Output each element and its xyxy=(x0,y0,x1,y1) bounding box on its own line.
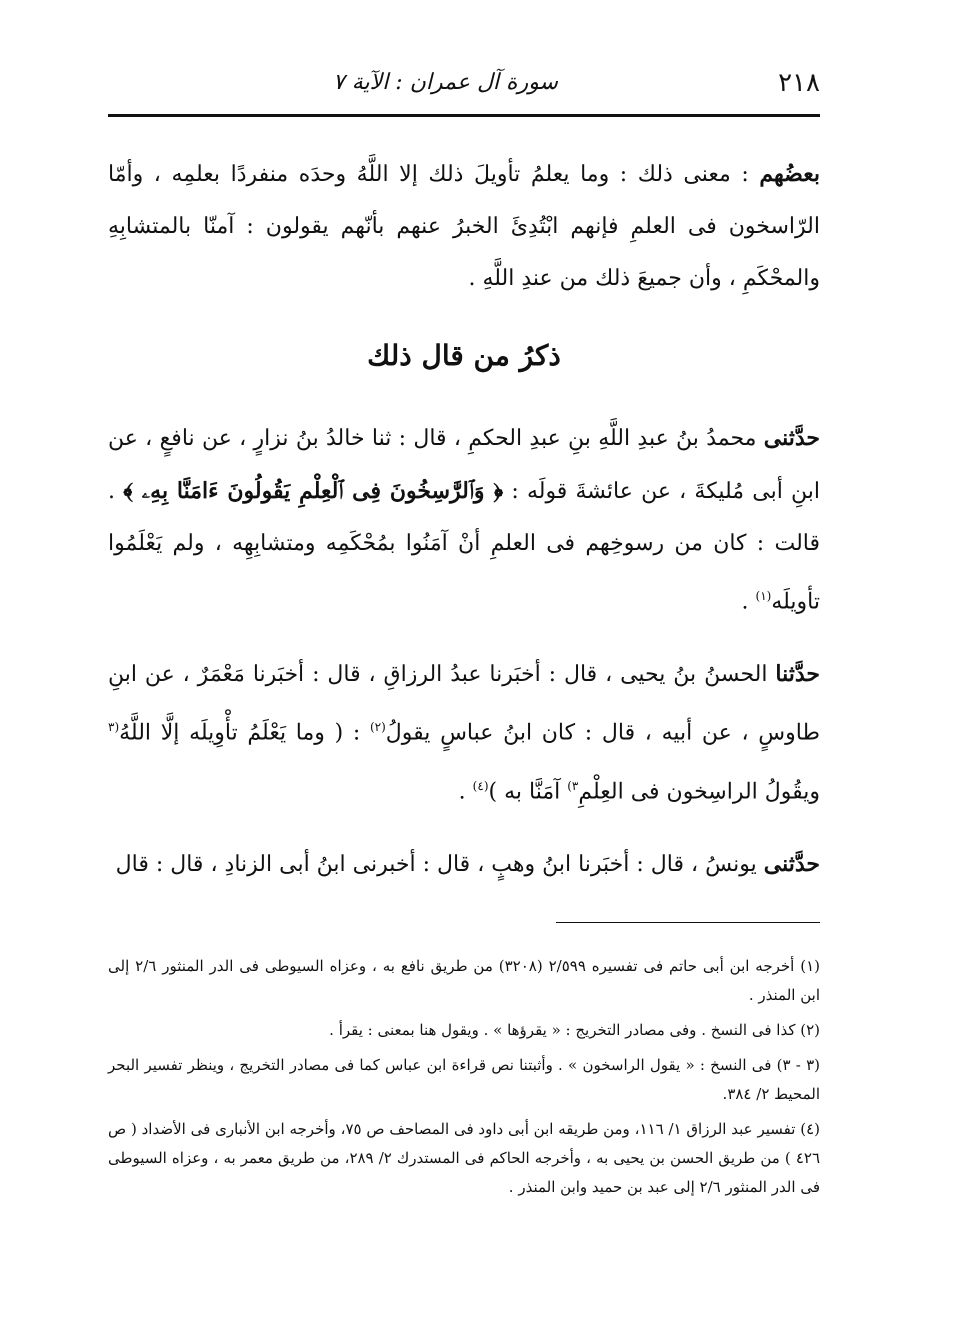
paragraph-2 xyxy=(108,412,820,628)
paragraph-text: يونسُ ، قال : أخبَرنا ابنُ وهبٍ ، قال : أخبرنى ابنُ أبى الزنادِ ، قال : قال xyxy=(115,851,764,877)
footnote-ref: ٣) xyxy=(567,778,579,793)
paragraph-end: . xyxy=(458,778,473,804)
main-text xyxy=(108,148,820,911)
header-rule xyxy=(108,114,820,117)
paragraph-text: آمَنَّا به ) xyxy=(488,778,568,804)
paragraph-text: : ( وما يَعْلَمُ تأْوِيلَه إلَّا اللَّهُ xyxy=(119,720,370,746)
footnote-ref: (٢) xyxy=(369,720,386,735)
paragraph-1 xyxy=(108,148,820,305)
paragraph-end: . xyxy=(741,589,756,615)
footnote-1: (١) أخرجه ابن أبى حاتم فى تفسيره ٢/٥٩٩ (٣٢٠٨) من طريق نافع به ، وعزاه السيوطى فى الدر المنثور ٢/٦ إلى ابن المنذر . xyxy=(108,957,821,1004)
page-number: ٢١٨ xyxy=(778,68,820,98)
footnote-rule xyxy=(556,922,820,923)
paragraph-text: محمدُ بنُ عبدِ اللَّهِ بنِ عبدِ الحكمِ ، قال : ثنا خالدُ بنُ نزارٍ ، عن نافعٍ ، عن ابنِ أبى مُليكةَ ، عن عائشةَ قولَه : xyxy=(108,426,820,504)
footnote-ref: (٣ xyxy=(108,720,120,735)
footnote-ref: (٤) xyxy=(472,778,489,793)
footnotes xyxy=(108,952,820,1208)
paragraph-lead: بعضُهم xyxy=(759,161,820,187)
paragraph-lead: حدَّثنى xyxy=(763,425,820,451)
section-heading: ذكرُ من قال ذلك xyxy=(367,339,561,372)
footnote-3: (٣ - ٣) فى النسخ : « يقول الراسخون » . وأثبتنا نص قراءة ابن عباس كما فى مصادر التخريج ، وينظر تفسير البحر المحيط ٢/ ٣٨٤. xyxy=(108,1056,820,1103)
footnote-2: (٢) كذا فى النسخ . وفى مصادر التخريج : « يقرؤها » . ويقول هنا بمعنى : يقرأ . xyxy=(329,1021,820,1039)
page-header xyxy=(108,60,820,108)
paragraph-lead: حدَّثنا xyxy=(775,661,820,688)
paragraph-text: . قالت : كان من رسوخِهم فى العلمِ أنْ آمَنُوا بمُحْكَمِه ومتشابِهِه ، ولم يَعْلَمُوا تأويلَه xyxy=(108,479,820,615)
paragraph-4 xyxy=(108,838,820,891)
quran-verse: ﴿ وَٱلرَّٰسِخُونَ فِى ٱلْعِلْمِ يَقُولُونَ ءَامَنَّا بِهِۦ ﴾ xyxy=(123,478,504,504)
paragraph-text: ويقُولُ الراسِخون فى العِلْمِ xyxy=(578,778,820,804)
footnote-4: (٤) تفسير عبد الرزاق ١/ ١١٦، ومن طريقه ابن أبى داود فى المصاحف ص ٧٥، وأخرجه ابن الأنبارى فى الأضداد ( ص ٤٢٦ ) من طريق الحسن بن يحيى به ، وأخرجه الحاكم فى المستدرك ٢/ ٢٨٩، من طريق معمر به ، وعزاه السيوطى فى الدر المنثور ٢/٦ إلى عبد بن حميد وابن المنذر . xyxy=(108,1120,820,1196)
running-title: سورة آل عمران : الآية ٧ xyxy=(332,70,558,95)
paragraph-text: الحسنُ بنُ يحيى ، قال : أخبَرنا عبدُ الرزاقِ ، قال : أخبَرنا مَعْمَرٌ ، عن ابنِ طاوسٍ ، عن أبيه ، قال : كان ابنُ عباسٍ يقولُ xyxy=(108,662,820,746)
paragraph-3 xyxy=(108,648,820,818)
footnote-ref: (١) xyxy=(755,589,772,603)
paragraph-lead: حدَّثنى xyxy=(763,850,820,877)
paragraph-text: : معنى ذلك : وما يعلمُ تأويلَ ذلك إلا اللَّهُ وحدَه منفردًا بعلمِه ، وأمّا الرّاسخون فى العلمِ فإنهم ابْتُدِئَ الخبرُ عنهم بأنّهم يقولون : آمنّا بالمتشابِهِ والمحْكَمِ ، وأن جميعَ ذلك من عندِ اللَّهِ . xyxy=(108,162,820,291)
